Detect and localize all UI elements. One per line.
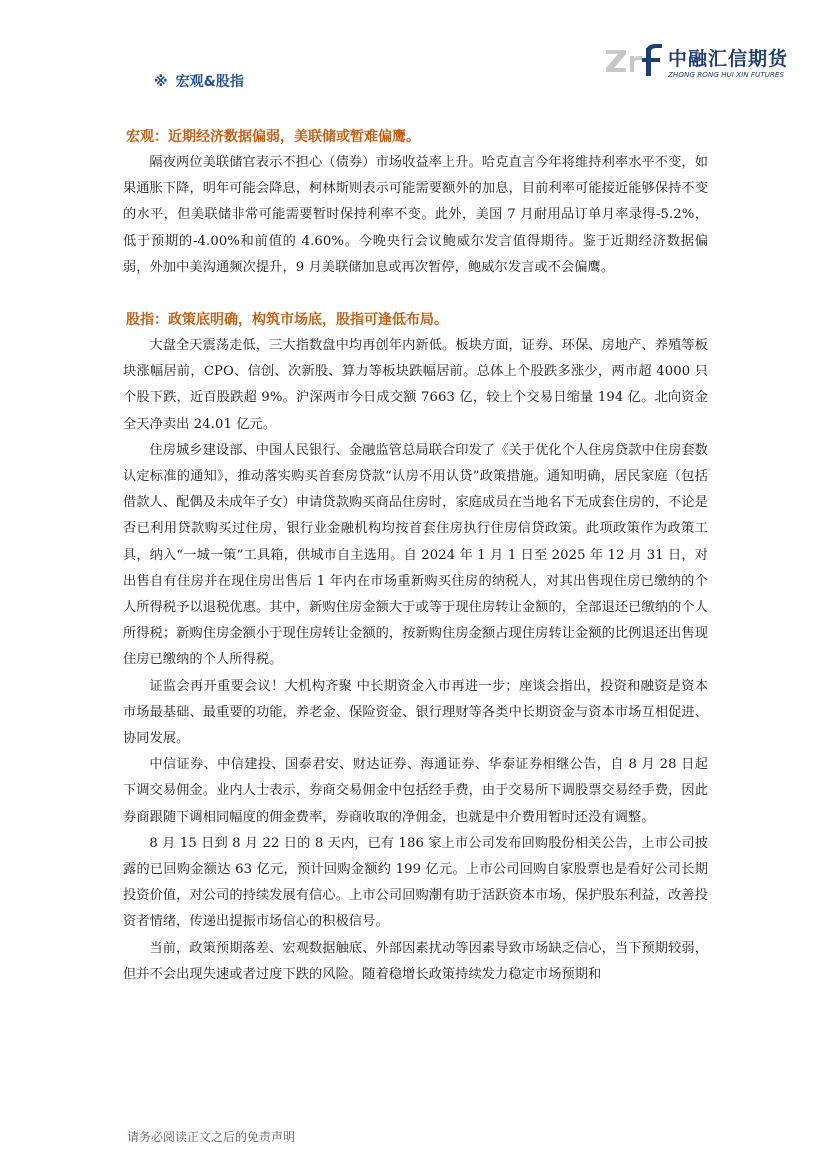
reference-mark-icon: ※ — [154, 74, 168, 90]
logo-chinese-name: 中融汇信期货 — [668, 48, 789, 70]
index-paragraph: 当前，政策预期落差、宏观数据触底、外部因素扰动等因素导致市场缺乏信心，当下预期较弱，但并不会出现失速或者过度下跌的风险。随着稳增长政策持续发力稳定市场预期和 — [123, 940, 708, 982]
index-paragraph: 8 月 15 日到 8 月 22 日的 8 天内，已有 186 家上市公司发布回购股份相关公告，上市公司披露的已回购金额达 63 亿元，预计回购金额约 199 亿元。上市公司回购自家股票也是看好公司长期投资价值，对公司的持续发展有信心。上市公司回购潮有助于活跃资本市场，保护股东利益，改善投资者情绪，传递出提振市场信心的积极信号。 — [123, 835, 708, 930]
company-logo — [604, 40, 794, 84]
section-title-text: 宏观&股指 — [175, 74, 244, 90]
index-heading: 股指：政策底明确，构筑市场底，股指可逢低布局。 — [126, 312, 448, 329]
zrf-logo-icon — [604, 40, 666, 84]
report-body — [123, 124, 708, 988]
logo-english-name: ZHONG RONG HUI XIN FUTURES — [668, 70, 785, 79]
index-paragraph: 住房城乡建设部、中国人民银行、金融监管总局联合印发了《关于优化个人住房贷款中住房套数认定标准的通知》，推动落实购买首套房贷款“认房不用认贷”政策措施。通知明确，居民家庭（包括借款人、配偶及未成年子女）申请贷款购买商品住房时，家庭成员在当地名下无成套住房的，不论是否已利用贷款购买过住房，银行业金融机构均按首套住房执行住房信贷政策。此项政策作为政策工具，纳入“一城一策”工具箱，供城市自主选用。自 2024 年 1 月 1 日至 2025 年 12 月 31 日，对出售自有住房并在现住房出售后 1 年内在市场重新购买住房的纳税人，对其出售现住房已缴纳的个人所得税予以退税优惠。其中，新购住房金额大于或等于现住房转让金额的，全部退还已缴纳的个人所得税；新购住房金额小于现住房转让金额的，按新购住房金额占现住房转让金额的比例退还出售现住房已缴纳的个人所得税。 — [123, 442, 708, 668]
index-paragraph: 中信证券、中信建投、国泰君安、财达证券、海通证券、华泰证券相继公告，自 8 月 28 日起下调交易佣金。业内人士表示，券商交易佣金中包括经手费，由于交易所下调股票交易经手费，因此券商跟随下调相同幅度的佣金费率，券商收取的净佣金，也就是中介费用暂时还没有调整。 — [123, 757, 708, 825]
disclaimer-footer: 请务必阅读正文之后的免责声明 — [127, 1130, 296, 1144]
index-paragraph: 证监会再开重要会议！大机构齐聚 中长期资金入市再进一步；座谈会指出，投资和融资是资本市场最基础、最重要的功能，养老金、保险资金、银行理财等各类中长期资金与资本市场互相促进、协同发展。 — [123, 678, 708, 747]
macro-paragraph: 隔夜两位美联储官表示不担心（债券）市场收益率上升。哈克直言今年将维持利率水平不变，如果通胀下降，明年可能会降息，柯林斯则表示可能需要额外的加息，目前利率可能接近能够保持不变的水平，但美联储非常可能需要暂时保持利率不变。此外，美国 7 月耐用品订单月率录得-5.2%，低于预期的-4.00%和前值的 4.60%。今晚央行会议鲍威尔发言值得期待。鉴于近期经济数据偏弱，外加中美沟通频次提升，9 月美联储加息或再次暂停，鲍威尔发言或不会偏鹰。 — [123, 155, 708, 275]
index-paragraph: 大盘全天震荡走低，三大指数盘中均再创年内新低。板块方面，证券、环保、房地产、养殖等板块涨幅居前，CPO、信创、次新股、算力等板块跌幅居前。总体上个股跌多涨少，两市超 4000 只个股下跌，近百股跌超 9%。沪深两市今日成交额 7663 亿，较上个交易日缩量 194 亿。北向资金全天净卖出 24.01 亿元。 — [123, 338, 708, 432]
section-title — [154, 71, 244, 91]
macro-heading: 宏观：近期经济数据偏弱，美联储或暂难偏鹰。 — [126, 129, 420, 145]
